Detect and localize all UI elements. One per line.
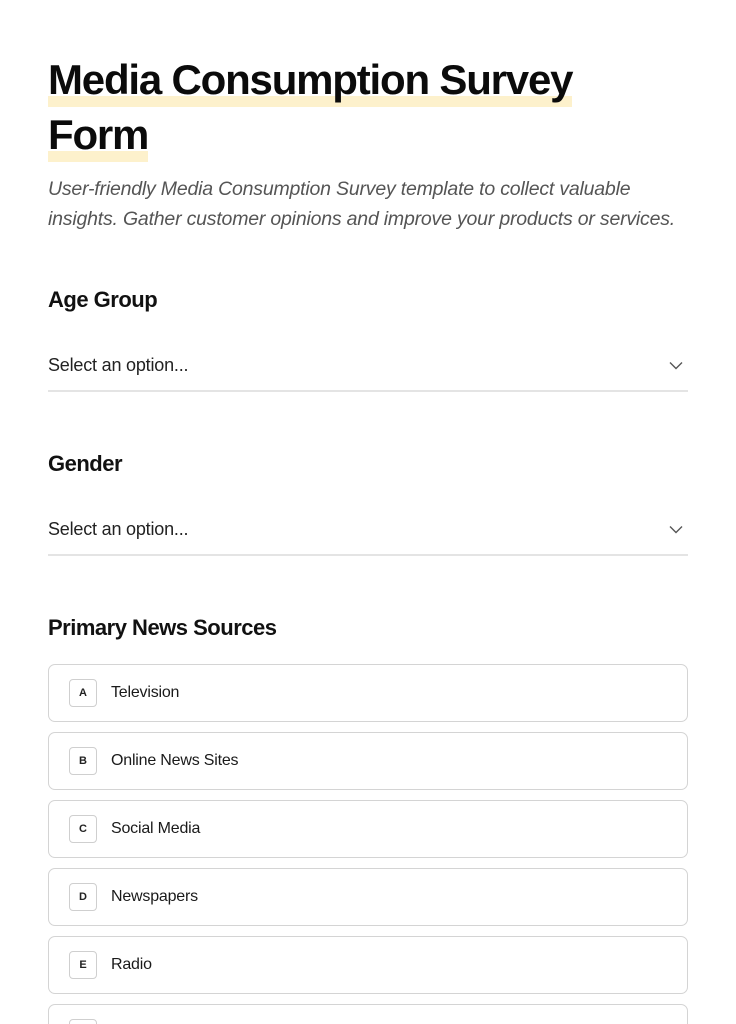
option-online-news-sites[interactable] [48,732,688,790]
gender-label: Gender [48,451,123,476]
news-source-options [48,664,688,1024]
gender-select-placeholder: Select an option... [48,518,189,539]
option-key-badge: D [69,883,97,911]
chevron-down-icon [668,521,684,537]
option-label: Radio [111,956,152,973]
option-social-media[interactable] [48,800,688,858]
option-label: Social Media [111,820,201,837]
gender-field [48,450,688,556]
chevron-down-icon [668,357,684,373]
primary-news-sources-field [48,614,688,1024]
option-label: Television [111,684,180,701]
option-partially-visible[interactable] [48,1004,688,1024]
option-television[interactable] [48,664,688,722]
page-title [48,52,648,162]
age-group-label: Age Group [48,287,158,312]
option-key-badge: B [69,747,97,775]
age-group-select[interactable] [48,346,688,392]
option-key-badge: C [69,815,97,843]
gender-select[interactable] [48,510,688,556]
option-radio[interactable] [48,936,688,994]
page-title-line-2: Form [48,111,148,162]
primary-news-sources-label: Primary News Sources [48,615,277,640]
option-label: Online News Sites [111,752,239,769]
page-title-line-1: Media Consumption Survey [48,56,572,107]
age-group-field [48,286,688,392]
option-key-badge [69,1019,97,1024]
option-key-badge: A [69,679,97,707]
option-key-badge: E [69,951,97,979]
page-subtitle: User-friendly Media Consumption Survey template to collect valuable insights. Gather customer opinions and improve your products or services. [48,178,676,230]
option-label: Newspapers [111,888,198,905]
age-group-select-placeholder: Select an option... [48,354,189,375]
option-newspapers[interactable] [48,868,688,926]
